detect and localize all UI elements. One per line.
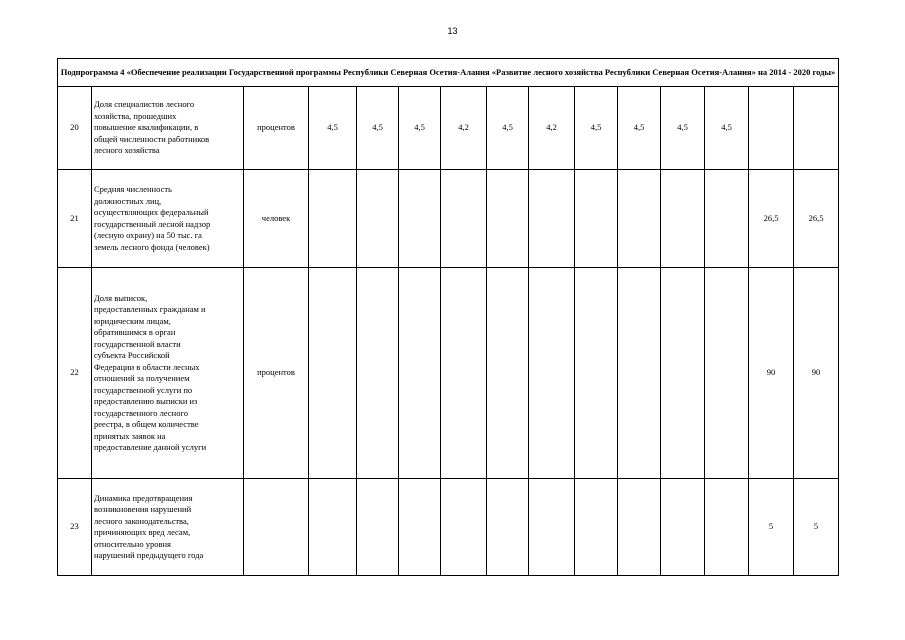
value-cell [575, 479, 618, 576]
unit-of-measure: процентов [244, 87, 309, 170]
table-row [58, 87, 839, 170]
indicator-description [92, 87, 244, 170]
value-cell [309, 268, 357, 479]
value-cell: 4,5 [357, 87, 399, 170]
value-cell: 4,5 [487, 87, 529, 170]
value-cell: 5 [749, 479, 794, 576]
description-line: обратившимся в орган [94, 327, 176, 337]
value-cell [529, 479, 575, 576]
value-cell [618, 268, 661, 479]
description-line: земель лесного фонда (человек) [94, 241, 210, 252]
description-line: принятых заявок на [94, 430, 166, 441]
value-cell [749, 87, 794, 170]
indicator-description [92, 268, 244, 479]
description-line: предоставленных гражданам и [94, 304, 206, 314]
description-line: лесного законодательства, [94, 515, 189, 526]
description-line: относительно уровня [94, 538, 171, 549]
description-line: общей численности работников [94, 133, 210, 144]
description-line: государственной власти [94, 338, 181, 349]
description-line: государственного лесного [94, 407, 189, 418]
value-cell [487, 479, 529, 576]
indicators-table [57, 58, 839, 576]
value-cell [661, 479, 705, 576]
value-cell: 4,2 [441, 87, 487, 170]
description-line: лесного хозяйства [94, 145, 160, 156]
value-cell [487, 268, 529, 479]
description-line: отношений за получением [94, 373, 190, 383]
description-line: Федерации в области лесных [94, 361, 200, 372]
description-line: повышение квалификации, в [94, 122, 199, 133]
row-number: 22 [58, 268, 92, 479]
description-line: причиняющих вред лесам, [94, 527, 191, 537]
table-row [58, 170, 839, 268]
table-row [58, 268, 839, 479]
value-cell [441, 479, 487, 576]
page-number: 13 [447, 26, 458, 36]
row-number: 23 [58, 479, 92, 576]
value-cell [357, 479, 399, 576]
value-cell: 26,5 [749, 170, 794, 268]
value-cell [441, 170, 487, 268]
value-cell [399, 170, 441, 268]
value-cell: 5 [794, 479, 839, 576]
description-line: Доля выписок, [94, 292, 148, 303]
row-number: 21 [58, 170, 92, 268]
value-cell [618, 170, 661, 268]
value-cell [705, 479, 749, 576]
value-cell: 4,5 [575, 87, 618, 170]
value-cell: 4,5 [309, 87, 357, 170]
value-cell [705, 170, 749, 268]
value-cell [575, 170, 618, 268]
value-cell: 26,5 [794, 170, 839, 268]
value-cell [575, 268, 618, 479]
description-line: Средняя численность [94, 184, 172, 194]
value-cell [529, 170, 575, 268]
value-cell [357, 170, 399, 268]
description-line: (лесную охрану) на 50 тыс. га [94, 230, 202, 240]
unit-of-measure: человек [244, 170, 309, 268]
indicator-description [92, 479, 244, 576]
value-cell [529, 268, 575, 479]
value-cell: 90 [749, 268, 794, 479]
subprogram-header: Подпрограмма 4 «Обеспечение реализации Государственной программы Республики Северная Осетия-Алания «Развитие лесного хозяйства Республики Северная Осетия-Алания» на 2014 - 2020 годы» [58, 59, 839, 87]
value-cell [705, 268, 749, 479]
unit-of-measure [244, 479, 309, 576]
description-line: реестра, в общем количестве [94, 419, 199, 429]
value-cell [487, 170, 529, 268]
description-line: государственной услуги по [94, 384, 193, 395]
value-cell [309, 479, 357, 576]
value-cell [441, 268, 487, 479]
table-row [58, 479, 839, 576]
value-cell [618, 479, 661, 576]
description-line: осуществляющих федеральный [94, 207, 209, 217]
value-cell: 4,5 [399, 87, 441, 170]
value-cell: 4,5 [705, 87, 749, 170]
description-line: нарушений предыдущего года [94, 550, 204, 560]
row-number: 20 [58, 87, 92, 170]
description-line: хозяйства, прошедших [94, 110, 177, 121]
value-cell [309, 170, 357, 268]
description-line: Динамика предотвращения [94, 492, 193, 503]
description-line: государственный лесной надзор [94, 218, 211, 229]
value-cell: 4,5 [661, 87, 705, 170]
description-line: должностных лиц, [94, 195, 162, 206]
indicator-description [92, 170, 244, 268]
value-cell [357, 268, 399, 479]
value-cell [794, 87, 839, 170]
value-cell: 4,5 [618, 87, 661, 170]
description-line: предоставление данной услуги [94, 442, 207, 452]
value-cell [661, 170, 705, 268]
value-cell: 90 [794, 268, 839, 479]
description-line: субъекта Российской [94, 350, 170, 360]
description-line: юридическим лицам, [94, 315, 171, 326]
description-line: Доля специалистов лесного [94, 99, 195, 110]
value-cell: 4,2 [529, 87, 575, 170]
value-cell [399, 479, 441, 576]
description-line: предоставлению выписки из [94, 396, 198, 406]
value-cell [661, 268, 705, 479]
unit-of-measure: процентов [244, 268, 309, 479]
value-cell [399, 268, 441, 479]
description-line: возникновения нарушений [94, 504, 192, 514]
